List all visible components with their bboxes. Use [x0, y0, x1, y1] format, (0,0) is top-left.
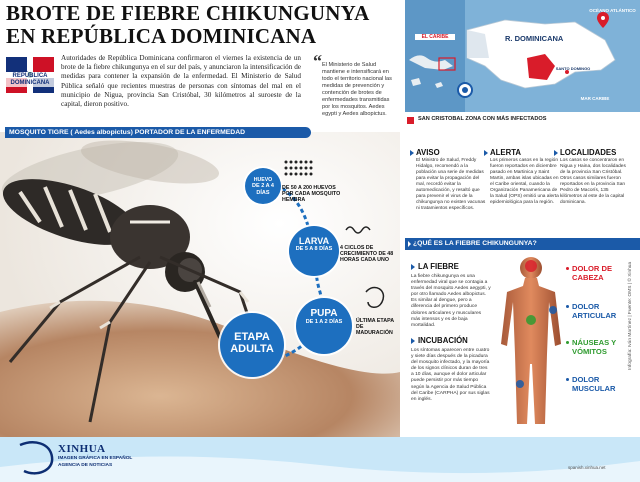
what-is-band: ¿QUÉ ES LA FIEBRE CHIKUNGUNYA? [405, 238, 640, 250]
minister-quote [313, 51, 392, 118]
symptom-joint-pain: DOLOR ARTICULAR [572, 302, 628, 320]
stage-huevo-title: HUEVO [253, 177, 273, 183]
stage-larva-title: LARVA [298, 236, 330, 246]
aviso-text: El Ministro de Salud, Freddy Hidalgo, recomendó a la población una serie de medidas para evitar la propagación del mal, recordó evitar la automedicación, y resaltó que para prevenir el virus de la chikungunya no existen vacunas ni tratamientos específicos. [416, 158, 486, 211]
map-capital-label: SANTO DOMINGO [555, 66, 591, 71]
incubacion-heading: INCUBACIÓN [418, 336, 468, 345]
fiebre-text: La fiebre chikungunya es una enfermedad viral que se contagia a través del mosquito Aedes aegypti, y por otro llamado Aedes albopictus. Es similar al dengue, pero a diferencia del primero produce dolores articulares y musculares más intensos y es de baja mortalidad. [411, 274, 491, 328]
xinhua-sub-2: AGENCIA DE NOTICIAS [58, 462, 113, 468]
stage-pupa-note: ÚLTIMA ETAPA DE MADURACIÓN [356, 318, 394, 337]
stage-adulta-title: ETAPA ADULTA [230, 331, 274, 355]
stage-huevo-note: DE 50 A 200 HUEVOS POR CADA MOSQUITO HEMBRA [282, 185, 341, 204]
symptom-headache: DOLOR DE CABEZA [572, 264, 628, 282]
xinhua-brand: XINHUA [58, 443, 106, 455]
xinhua-logo [58, 443, 138, 468]
dominican-flag-badge [4, 55, 56, 99]
map-sea-label: MAR CARIBE [580, 96, 610, 101]
footer-url: spanish.xinhua.net [568, 465, 606, 470]
stage-pupa-title: PUPA [310, 308, 338, 319]
headline-line-1: BROTE DE FIEBRE CHIKUNGUNYA [6, 1, 370, 25]
intro-text: Autoridades de República Dominicana confirmaron el viernes la existencia de un brote de la fiebre chikungunya en el sur del país, y anunciaron la intensificación de medidas para contener la expansión de la enfermedad. El Ministerio de Salud Pública señaló que recientes muestras de personas con síntomas del mal en el municipio de Nigua, provincia San Cristóbal, 30 kilómetros al suroeste de la capital, dieron positivo. [61, 54, 301, 109]
stage-huevo-days: DE 2 A 4 DÍAS [252, 183, 274, 196]
stage-larva-note: 4 CICLOS DE CRECIMIENTO DE 48 HORAS CADA UNO [340, 245, 394, 264]
headline [6, 2, 406, 48]
map-ocean-label: OCÉANO ATLÁNTICO [589, 8, 636, 13]
legend-swatch [407, 117, 414, 124]
mosquito-banner: MOSQUITO TIGRE ( Aedes albopictus) PORTADOR DE LA ENFERMEDAD [5, 127, 311, 138]
symptom-muscle-pain: DOLOR MUSCULAR [572, 375, 628, 393]
quote-text: El Ministerio de Salud mantiene e intensificará en todo el territorio nacional las medidas de prevención y contención de brotes de enfermedades transmitidas por los mosquitos. Aedes egypti y Aedes albopictus. [322, 62, 392, 117]
map-caribe-label: EL CARIBE [415, 34, 455, 40]
fiebre-heading: LA FIEBRE [418, 262, 459, 271]
stage-pupa [296, 298, 352, 354]
infographic-credit: Infografía: Iván Martínez | Fuente: OMS | © Xinhua [628, 261, 633, 370]
mosquito-illustration [0, 132, 400, 437]
human-body-icon [495, 254, 567, 434]
alerta-heading: ALERTA [490, 148, 522, 157]
map-country-label: R. DOMINICANA [505, 34, 564, 43]
symptom-nausea: NÁUSEAS Y VÓMITOS [572, 338, 632, 356]
aviso-heading: AVISO [416, 148, 440, 157]
xinhua-sub-1: IMAGEN GRÁFICA EN ESPAÑOL [58, 456, 133, 461]
stage-huevo [245, 168, 281, 204]
headline-line-2: EN REPÚBLICA DOMINICANA [6, 24, 317, 48]
map-panel [405, 0, 640, 112]
localidades-heading: LOCALIDADES [560, 148, 617, 157]
stage-larva-days: DE 5 A 8 DÍAS [295, 246, 333, 252]
alerta-text: Los primeros casos en la región fueron reportados en diciembre pasado en Martinica y Saint Martin, ambas islas ubicadas en el Caribe oriental, cuando la Organización Panamericana de la Salud (OPS) emitió una alerta epidemiológica para la región. [490, 158, 559, 205]
legend-text: SAN CRISTOBAL ZONA CON MÁS INFECTADOS [418, 116, 547, 122]
mosquito-icon [0, 132, 400, 437]
stage-adulta [220, 313, 284, 377]
quote-mark-icon: “ [313, 51, 322, 71]
incubacion-text: Los síntomas aparecen entre cuatro y siete días después de la picadura del mosquito infectado, y la mayoría de los signos clínicos duran de tres a 10 días, aunque el dolor articular puede persistir por más tiempo según la Agencia de Salud Pública del Caribe (CARPHA) por sus siglas en inglés. [411, 348, 490, 402]
localidades-text: Los casos se concentraron en Nigua y Haina, dos localidades de la provincia San Cristóbal. Otros casos similares fueron reportados en la provincia San Pedro de Macorís, 135 kilómetros al este de la capital dominicana. [560, 158, 626, 205]
flag-label: REPÚBLICA DOMINICANA [4, 73, 56, 87]
stage-larva [289, 226, 339, 276]
stage-pupa-days: DE 1 A 2 DÍAS [305, 319, 343, 325]
